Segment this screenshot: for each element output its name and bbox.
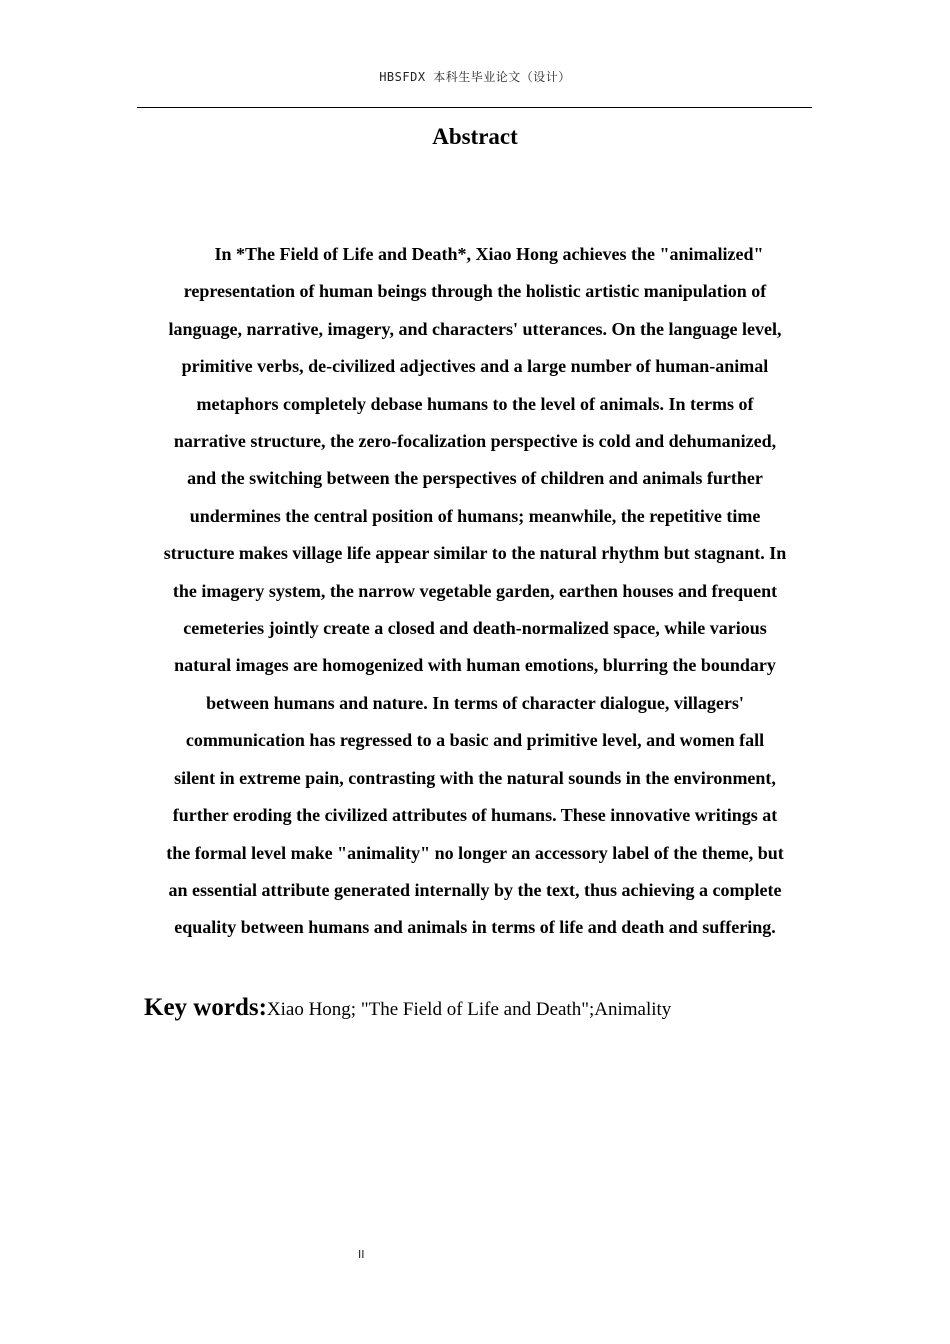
abstract-line: between humans and nature. In terms of character dialogue, villagers': [206, 692, 744, 713]
abstract-line: cemeteries jointly create a closed and death-normalized space, while various: [183, 618, 767, 639]
keywords: [144, 994, 804, 1022]
abstract-line: structure makes village life appear similar to the natural rhythm but stagnant. In: [163, 543, 787, 564]
abstract-line: communication has regressed to a basic and primitive level, and women fall: [185, 730, 765, 751]
abstract-line: equality between humans and animals in terms of life and death and suffering.: [174, 917, 776, 938]
abstract-line: language, narrative, imagery, and characters' utterances. On the language level,: [168, 318, 782, 339]
page-number: II: [358, 1248, 365, 1261]
header-divider: [137, 107, 812, 108]
abstract-line: metaphors completely debase humans to the level of animals. In terms of: [196, 393, 754, 414]
page-header: HBSFDX 本科生毕业论文（设计）: [379, 70, 571, 84]
keywords-label: Key words:: [144, 994, 267, 1021]
abstract-line: undermines the central position of humans; meanwhile, the repetitive time: [189, 505, 761, 526]
abstract-line: silent in extreme pain, contrasting with the natural sounds in the environment,: [174, 767, 776, 788]
abstract-line: the formal level make "animality" no longer an accessory label of the theme, but: [166, 842, 784, 863]
abstract-line: primitive verbs, de-civilized adjectives and a large number of human-animal: [181, 356, 769, 377]
keywords-value: Xiao Hong; "The Field of Life and Death";Animality: [266, 999, 672, 1020]
abstract-body: [140, 236, 810, 947]
abstract-line: natural images are homogenized with human emotions, blurring the boundary: [174, 655, 776, 676]
abstract-line: further eroding the civilized attributes of humans. These innovative writings at: [172, 805, 778, 826]
abstract-title: Abstract: [432, 124, 518, 149]
abstract-line: the imagery system, the narrow vegetable garden, earthen houses and frequent: [172, 580, 778, 601]
abstract-line: and the switching between the perspectives of children and animals further: [187, 468, 763, 489]
abstract-line: In *The Field of Life and Death*, Xiao Hong achieves the "animalized": [214, 244, 764, 264]
abstract-line: narrative structure, the zero-focalization perspective is cold and dehumanized,: [173, 431, 777, 452]
abstract-line: representation of human beings through the holistic artistic manipulation of: [183, 281, 767, 302]
abstract-line: an essential attribute generated internally by the text, thus achieving a complete: [168, 879, 782, 900]
